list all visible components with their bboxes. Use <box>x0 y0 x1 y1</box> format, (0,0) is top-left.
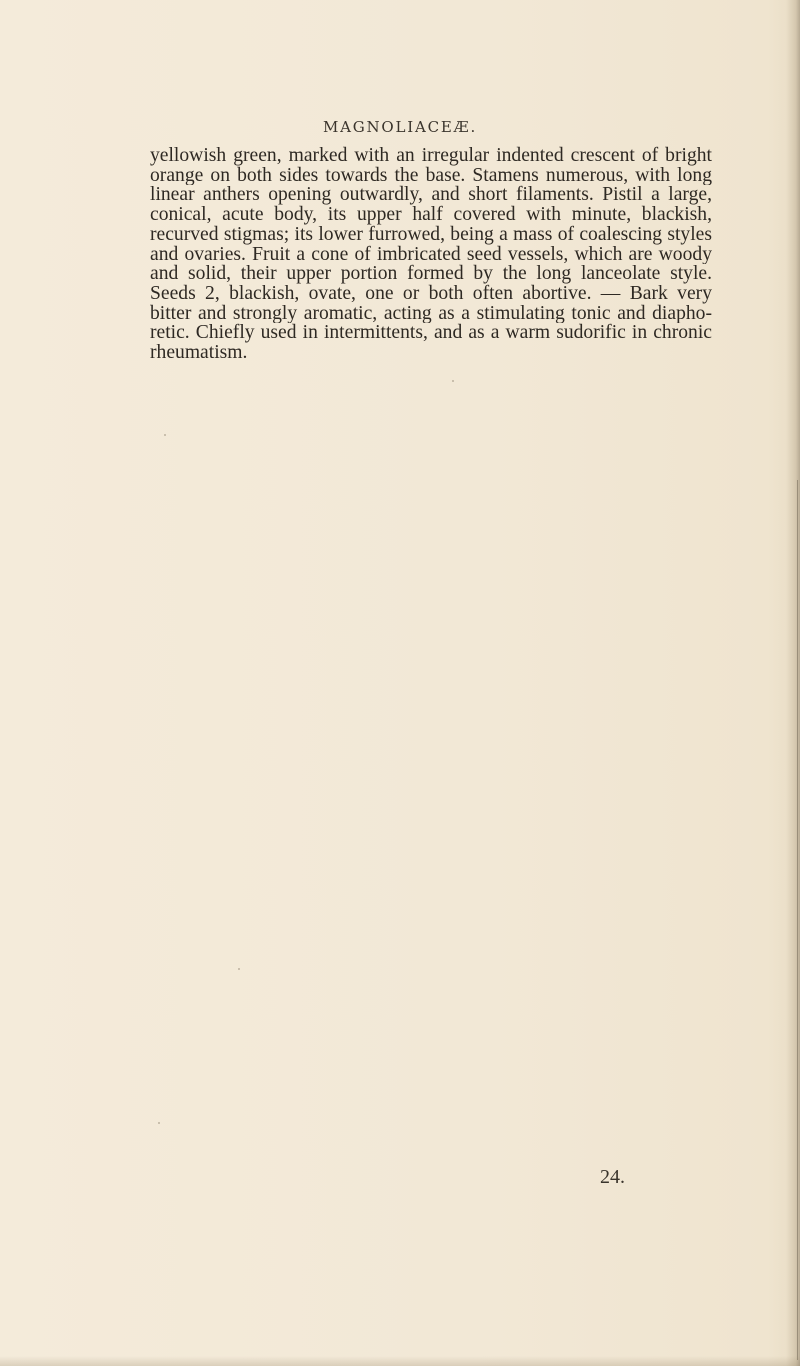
running-head: MAGNOLIACEÆ. <box>322 118 478 136</box>
plate-number: 24. <box>600 1166 625 1188</box>
text-line: orange on both sides towards the base. Stamens numerous, with long <box>150 165 712 186</box>
page-edge-line <box>797 480 798 1360</box>
paper-speck <box>238 968 240 970</box>
page-bottom-shadow <box>0 1356 800 1366</box>
paper-speck <box>164 434 166 436</box>
text-line: conical, acute body, its upper half covered with minute, blackish, <box>150 205 712 225</box>
paper-speck <box>158 1122 160 1124</box>
text-line: rheumatism. <box>150 343 248 363</box>
text-line: retic. Chiefly used in intermittents, and as a warm sudorific in chronic <box>150 323 712 344</box>
body-paragraph <box>150 146 712 363</box>
paper-speck <box>452 380 454 382</box>
text-line: linear anthers opening outwardly, and short filaments. Pistil a large, <box>150 185 712 206</box>
text-line: Seeds 2, blackish, ovate, one or both often abortive. — Bark very <box>150 283 712 304</box>
text-line: and solid, their upper portion formed by the long lanceolate style. <box>150 264 712 284</box>
text-line: bitter and strongly aromatic, acting as a stimulating tonic and diapho- <box>150 303 712 324</box>
text-line: recurved stigmas; its lower furrowed, being a mass of coalescing styles <box>150 224 712 245</box>
text-line: and ovaries. Fruit a cone of imbricated seed vessels, which are woody <box>150 244 712 265</box>
text-line: yellowish green, marked with an irregular indented crescent of bright <box>150 146 712 166</box>
